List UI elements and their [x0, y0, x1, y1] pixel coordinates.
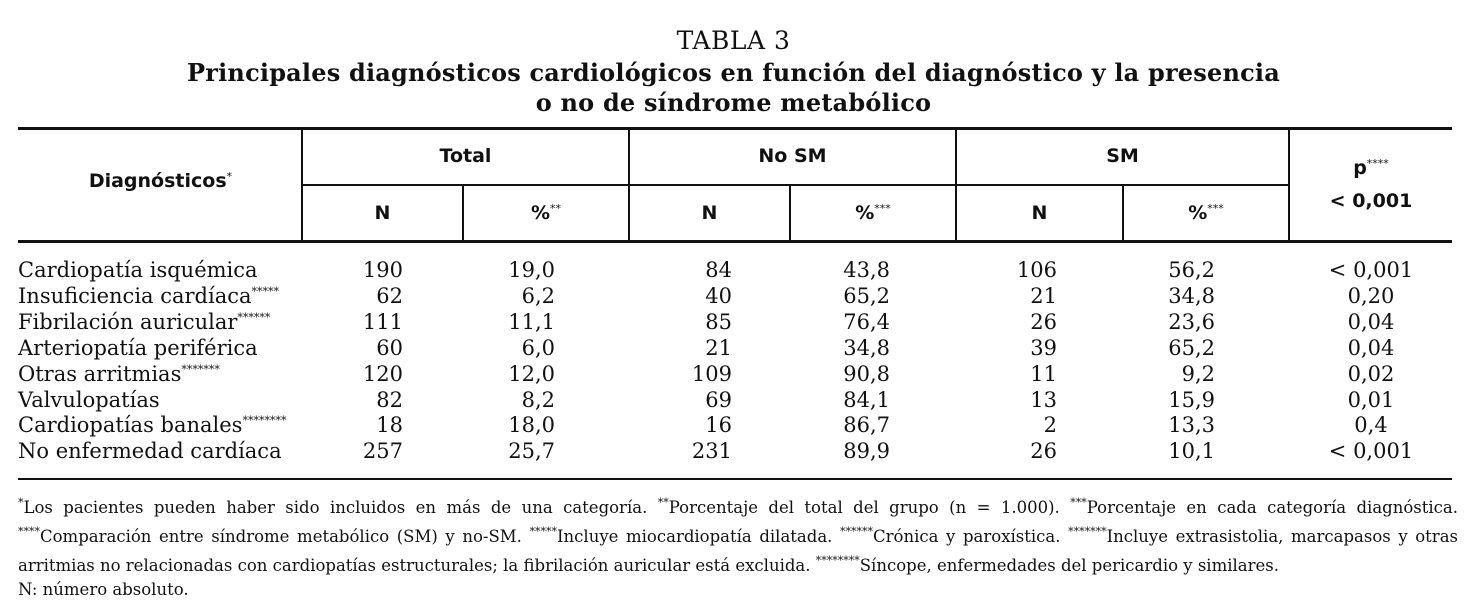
- cell-sm-n: 13: [1030, 387, 1057, 412]
- header-diagnosticos: Diagnósticos*: [88, 170, 233, 192]
- cell-nosm-n: 84: [705, 258, 732, 282]
- cell-sm-n: 106: [1016, 258, 1057, 282]
- cell-total-pct: 6,0: [521, 335, 555, 360]
- table-label: TABLA 3: [676, 26, 791, 55]
- cell-nosm-n: 21: [705, 335, 732, 360]
- cell-nosm-pct: 84,1: [843, 387, 890, 412]
- cell-diagnostico: Fibrilación auricular******: [18, 309, 271, 334]
- cell-nosm-pct: 86,7: [843, 413, 890, 438]
- header-total-pct: %**: [530, 202, 562, 224]
- cell-total-n: 120: [362, 361, 403, 386]
- header-nosm-n: N: [701, 202, 718, 224]
- cell-nosm-n: 231: [691, 439, 732, 464]
- cell-sm-n: 26: [1030, 439, 1057, 464]
- cell-diagnostico: No enfermedad cardíaca: [18, 439, 282, 464]
- cell-p: 0,20: [1347, 283, 1395, 308]
- cell-total-pct: 12,0: [508, 361, 555, 386]
- cell-sm-n: 26: [1030, 309, 1057, 334]
- cell-total-n: 111: [362, 309, 403, 334]
- cell-total-pct: 25,7: [508, 439, 555, 464]
- table-row: [0, 439, 1467, 465]
- cell-sm-pct: 65,2: [1168, 335, 1215, 360]
- footnote-line: N: número absoluto.: [18, 580, 189, 599]
- cell-p: < 0,001: [1328, 439, 1414, 464]
- cell-diagnostico: Arteriopatía periférica: [18, 335, 258, 360]
- cell-total-pct: 11,1: [508, 309, 555, 334]
- header-total-n: N: [374, 202, 391, 224]
- cell-sm-pct: 34,8: [1168, 283, 1215, 308]
- column-divider: [1288, 130, 1290, 241]
- table-row: [0, 362, 1467, 388]
- table-row: [0, 310, 1467, 336]
- header-no-sm: No SM: [758, 145, 827, 167]
- cell-p: 0,01: [1347, 387, 1395, 412]
- cell-p: 0,02: [1347, 361, 1395, 386]
- cell-diagnostico: Cardiopatías banales********: [18, 413, 287, 438]
- cell-sm-n: 39: [1030, 335, 1057, 360]
- table-row: [0, 388, 1467, 414]
- cell-sm-pct: 13,3: [1168, 413, 1215, 438]
- cell-sm-pct: 9,2: [1181, 361, 1215, 386]
- table-title-line-2: o no de síndrome metabólico: [535, 88, 932, 117]
- cell-nosm-n: 85: [705, 309, 732, 334]
- cell-sm-pct: 23,6: [1168, 309, 1215, 334]
- table-row: [0, 413, 1467, 439]
- top-rule: [18, 127, 1452, 130]
- table-row: [0, 336, 1467, 362]
- cell-total-n: 190: [362, 258, 403, 282]
- cell-nosm-n: 40: [705, 283, 732, 308]
- cell-nosm-n: 16: [705, 413, 732, 438]
- cell-nosm-pct: 76,4: [843, 309, 890, 334]
- cell-diagnostico: Valvulopatías: [18, 387, 160, 412]
- cell-diagnostico: Insuficiencia cardíaca*****: [18, 283, 280, 308]
- cell-p: 0,04: [1347, 309, 1395, 334]
- cell-sm-pct: 10,1: [1168, 439, 1215, 464]
- cell-total-pct: 6,2: [521, 283, 555, 308]
- cell-p: 0,4: [1354, 413, 1388, 438]
- header-sm: SM: [1106, 145, 1139, 167]
- cell-total-pct: 8,2: [521, 387, 555, 412]
- table-title-line-1: Principales diagnósticos cardiológicos en función del diagnóstico y la presencia: [187, 58, 1280, 87]
- cell-total-pct: 18,0: [508, 413, 555, 438]
- cell-total-n: 62: [376, 283, 403, 308]
- cell-total-pct: 19,0: [508, 258, 555, 282]
- cell-p: < 0,001: [1328, 258, 1414, 282]
- cell-nosm-pct: 43,8: [843, 258, 890, 282]
- table-row: [0, 284, 1467, 310]
- table-bottom-rule: [18, 478, 1452, 480]
- cell-diagnostico: Cardiopatía isquémica: [18, 258, 258, 282]
- cell-nosm-n: 109: [691, 361, 732, 386]
- header-total: Total: [439, 145, 492, 167]
- cell-total-n: 18: [376, 413, 403, 438]
- cell-total-n: 60: [376, 335, 403, 360]
- header-p-value: < 0,001: [1329, 190, 1413, 212]
- header-sm-n: N: [1031, 202, 1048, 224]
- cell-nosm-pct: 65,2: [843, 283, 890, 308]
- footnote-line: *Los pacientes pueden haber sido incluidos en más de una categoría. **Porcentaje del total del grupo (n = 1.000). ***Porcentaje en cada categoría diagnóstica. ****Comparación entre síndrome metabólico (SM) y no-SM. *****Incluye miocardiopatía dilatada. ******Crónica y paroxística. *******Incluye extrasistolia, marcapasos y otras arritmias no relacionadas con cardiopatías estructurales; la fibrilación auricular está excluida. ********Síncope, enfermedades del pericardio y similares.: [18, 496, 1459, 575]
- header-sm-pct: %***: [1188, 202, 1224, 224]
- cell-sm-n: 2: [1043, 413, 1057, 438]
- cell-nosm-pct: 89,9: [843, 439, 890, 464]
- cell-p: 0,04: [1347, 335, 1395, 360]
- cell-sm-n: 21: [1030, 283, 1057, 308]
- cell-nosm-pct: 34,8: [843, 335, 890, 360]
- cell-diagnostico: Otras arritmias*******: [18, 361, 220, 386]
- cell-sm-n: 11: [1030, 361, 1057, 386]
- footnotes: [18, 491, 1458, 602]
- table-row: [0, 258, 1467, 284]
- cell-total-n: 82: [376, 387, 403, 412]
- cell-sm-pct: 15,9: [1168, 387, 1215, 412]
- cell-nosm-n: 69: [705, 387, 732, 412]
- header-p: p****: [1353, 157, 1389, 179]
- cell-sm-pct: 56,2: [1168, 258, 1215, 282]
- subheader-rule: [302, 184, 1288, 186]
- header-nosm-pct: %***: [855, 202, 891, 224]
- cell-nosm-pct: 90,8: [843, 361, 890, 386]
- header-bottom-rule: [18, 240, 1452, 243]
- cell-total-n: 257: [362, 439, 403, 464]
